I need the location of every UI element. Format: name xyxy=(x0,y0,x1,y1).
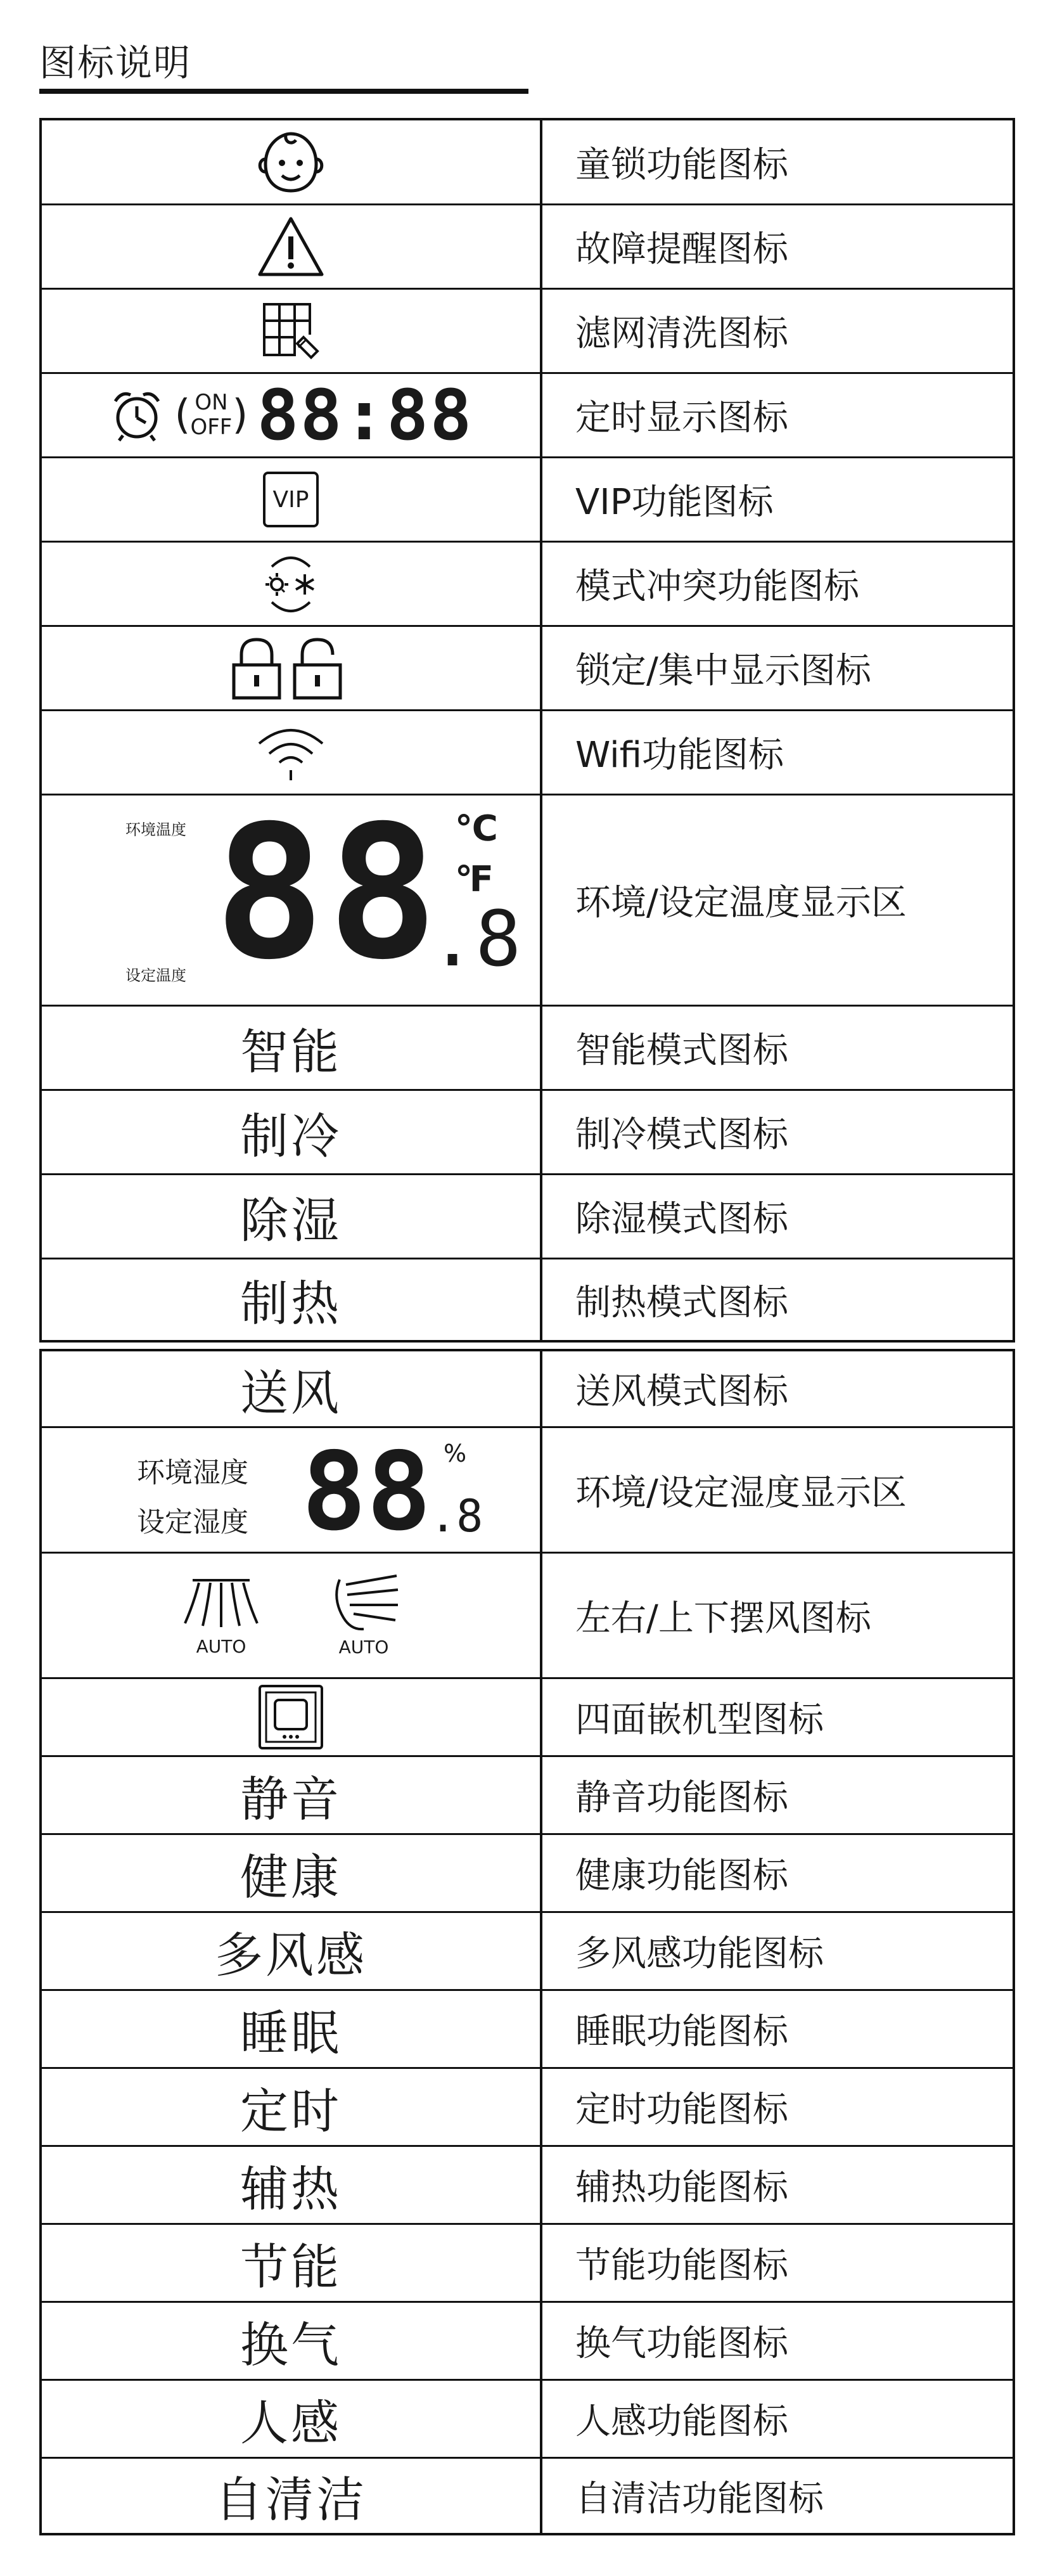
description: 节能功能图标 xyxy=(575,2245,788,2286)
icon-cell: 静音 xyxy=(42,1757,542,1833)
sun-snowflake-conflict-icon xyxy=(253,549,329,619)
legend-row-mode-dry xyxy=(42,1173,1013,1258)
legend-row-child-lock xyxy=(42,120,1013,203)
legend-row-health xyxy=(42,1833,1013,1911)
icon-cell: 智能 xyxy=(42,1007,542,1089)
icon-cell xyxy=(42,205,542,288)
legend-row-temp-display xyxy=(42,787,1013,1005)
icon-cell xyxy=(42,290,542,372)
humidity-digits: 88 xyxy=(302,1429,432,1555)
icon-cell xyxy=(42,1679,542,1755)
description: VIP功能图标 xyxy=(575,482,774,523)
set-humidity-label: 设定湿度 xyxy=(137,1506,248,1538)
legend-row-mode-fan xyxy=(42,1351,1013,1426)
icon-cell xyxy=(42,1428,542,1555)
icon-cell: 除湿 xyxy=(42,1175,542,1258)
icon-cell: 制冷 xyxy=(42,1091,542,1173)
description: 人感功能图标 xyxy=(575,2401,788,2442)
description: 自清洁功能图标 xyxy=(575,2478,824,2520)
legend-row-wifi xyxy=(42,709,1013,794)
description: 送风模式图标 xyxy=(575,1371,788,1412)
icon-cell xyxy=(42,120,542,203)
legend-row-aux-heat xyxy=(42,2145,1013,2223)
bracket-right-icon: ) xyxy=(232,392,248,439)
description: 换气功能图标 xyxy=(575,2323,788,2364)
set-temp-label: 设定温度 xyxy=(125,967,186,984)
temp-decimal: .8 xyxy=(430,896,521,984)
description: Wifi功能图标 xyxy=(575,735,784,776)
auto-label: AUTO xyxy=(338,1637,389,1658)
fahrenheit-unit: ℉ xyxy=(455,859,494,900)
icon-cell: 送风 xyxy=(42,1351,542,1426)
legend-row-fresh-air xyxy=(42,2301,1013,2379)
description: 智能模式图标 xyxy=(575,1030,788,1071)
description: 定时显示图标 xyxy=(575,397,788,439)
alarm-clock-icon xyxy=(109,387,165,443)
icon-cell xyxy=(42,374,542,456)
legend-block-2 xyxy=(39,1349,1015,2535)
description: 童锁功能图标 xyxy=(575,144,788,186)
description: 健康功能图标 xyxy=(575,1855,788,1897)
swing-up-down-icon xyxy=(326,1573,402,1637)
legend-block-1 xyxy=(39,118,1015,1343)
legend-row-timer xyxy=(42,2067,1013,2145)
padlock-pair-icon xyxy=(227,633,354,703)
env-temp-label: 环境温度 xyxy=(125,821,186,839)
legend-row-eco xyxy=(42,2223,1013,2301)
description: 定时功能图标 xyxy=(575,2089,788,2130)
description: 制冷模式图标 xyxy=(575,1114,788,1156)
icon-cell xyxy=(42,711,542,794)
wifi-icon xyxy=(253,721,329,784)
icon-legend-table xyxy=(39,118,1015,2535)
cassette-unit-icon xyxy=(256,1682,326,1752)
legend-row-cassette xyxy=(42,1677,1013,1755)
on-label: ON xyxy=(195,389,228,415)
legend-row-multi-wind xyxy=(42,1911,1013,1989)
auto-label: AUTO xyxy=(196,1636,246,1657)
swing-up-down xyxy=(326,1573,402,1658)
vip-badge-icon: VIP xyxy=(263,472,319,527)
icon-cell: 制热 xyxy=(42,1259,542,1340)
icon-cell: 换气 xyxy=(42,2303,542,2379)
swing-left-right-icon xyxy=(180,1574,262,1631)
legend-row-sleep xyxy=(42,1989,1013,2067)
legend-row-humidity-display xyxy=(42,1426,1013,1555)
env-humidity-label: 环境湿度 xyxy=(137,1457,248,1489)
icon-cell xyxy=(42,787,542,1005)
child-face-icon xyxy=(246,127,335,197)
description: 模式冲突功能图标 xyxy=(575,566,859,607)
legend-row-presence xyxy=(42,2379,1013,2457)
icon-cell: 定时 xyxy=(42,2069,542,2145)
legend-row-fault xyxy=(42,203,1013,288)
icon-cell: 节能 xyxy=(42,2225,542,2301)
icon-cell: 人感 xyxy=(42,2381,542,2457)
bracket-left-icon: ( xyxy=(174,392,191,439)
filter-grid-icon xyxy=(259,299,323,363)
legend-row-mode-smart xyxy=(42,1005,1013,1089)
description: 辅热功能图标 xyxy=(575,2167,788,2208)
description: 环境/设定温度显示区 xyxy=(575,882,907,924)
description: 四面嵌机型图标 xyxy=(575,1699,824,1741)
description: 滤网清洗图标 xyxy=(575,313,788,354)
description: 睡眠功能图标 xyxy=(575,2011,788,2052)
legend-row-mode-conflict xyxy=(42,541,1013,625)
description: 故障提醒图标 xyxy=(575,229,788,270)
on-off-indicator xyxy=(175,390,248,440)
legend-row-swing xyxy=(42,1552,1013,1677)
description: 锁定/集中显示图标 xyxy=(575,650,871,692)
off-label: OFF xyxy=(190,415,233,440)
icon-cell xyxy=(42,627,542,709)
description: 左右/上下摆风图标 xyxy=(575,1597,871,1639)
warning-triangle-icon xyxy=(256,215,326,278)
title-underline xyxy=(39,89,528,94)
temp-digits: 88 xyxy=(214,787,441,1000)
legend-row-lock-central xyxy=(42,625,1013,709)
timer-digits: 88:88 xyxy=(257,375,473,456)
legend-row-filter xyxy=(42,288,1013,372)
description: 制热模式图标 xyxy=(575,1282,788,1323)
icon-cell: 多风感 xyxy=(42,1913,542,1989)
page-title: 图标说明 xyxy=(39,41,192,84)
icon-cell: 辅热 xyxy=(42,2147,542,2223)
percent-unit: % xyxy=(444,1439,467,1467)
icon-cell: 自清洁 xyxy=(42,2459,542,2533)
icon-cell xyxy=(42,543,542,625)
icon-cell: 睡眠 xyxy=(42,1991,542,2067)
legend-row-vip xyxy=(42,456,1013,541)
legend-row-timer-display xyxy=(42,372,1013,456)
humidity-decimal: .8 xyxy=(430,1490,483,1542)
icon-cell xyxy=(42,1554,542,1677)
legend-row-silent xyxy=(42,1755,1013,1833)
legend-row-mode-heat xyxy=(42,1258,1013,1340)
icon-cell: 健康 xyxy=(42,1835,542,1911)
description: 除湿模式图标 xyxy=(575,1199,788,1240)
description: 环境/设定湿度显示区 xyxy=(575,1472,907,1514)
description: 静音功能图标 xyxy=(575,1777,788,1819)
legend-row-mode-cool xyxy=(42,1089,1013,1173)
description: 多风感功能图标 xyxy=(575,1933,824,1974)
swing-left-right xyxy=(180,1574,262,1657)
legend-row-self-clean xyxy=(42,2457,1013,2533)
celsius-unit: ℃ xyxy=(455,808,498,849)
icon-cell xyxy=(42,458,542,541)
